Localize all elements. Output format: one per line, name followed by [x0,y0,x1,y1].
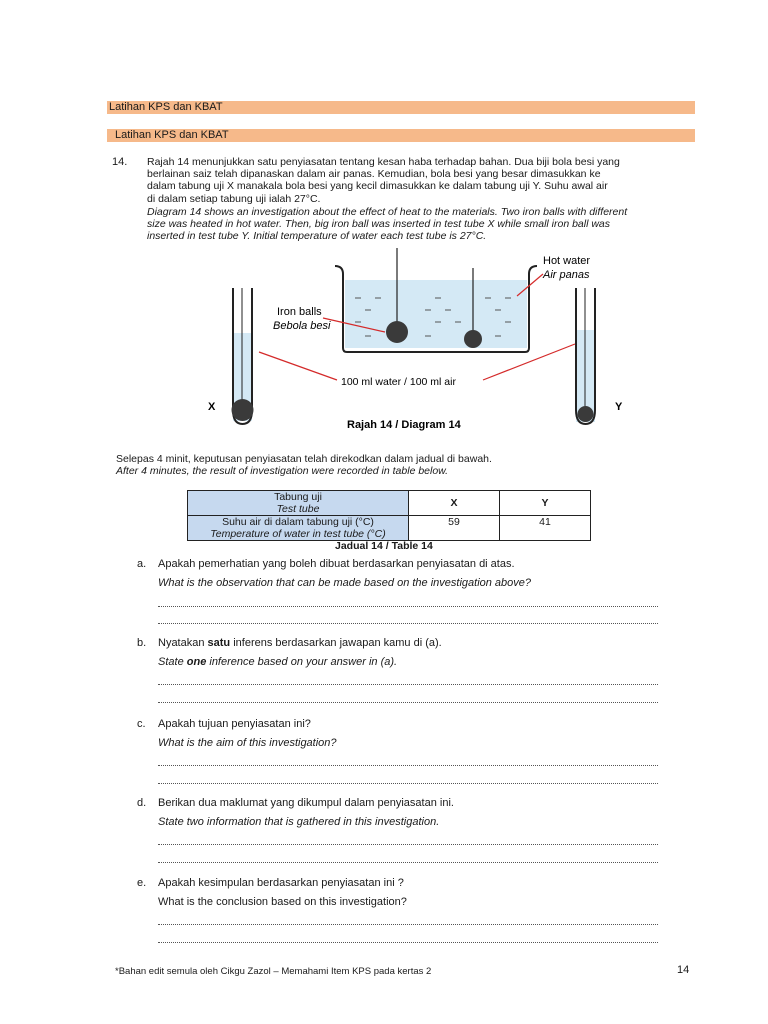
table-row2-bm: Suhu air di dalam tabung uji (°C) [222,516,374,528]
header-band [107,101,695,114]
table-col-y: Y [500,491,591,516]
table-row2-en: Temperature of water in test tube (°C) [210,528,386,540]
subq-b-en [158,656,397,668]
question-bm-line: dalam tabung uji X manakala bola besi yang kecil dimasukkan ke dalam tabung uji Y. Suhu awal air [147,180,608,193]
results-table [187,490,591,541]
table-row [188,516,591,541]
result-intro-bm: Selepas 4 minit, keputusan penyiasatan telah direkodkan dalam jadual di bawah. [116,453,492,465]
question-en-line: inserted in test tube Y. Initial temperature of water each test tube is 27°C. [147,230,487,243]
answer-line[interactable] [158,755,658,766]
footer-credit: *Bahan edit semula oleh Cikgu Zazol – Memahami Item KPS pada kertas 2 [115,966,432,977]
subq-e-bm: Apakah kesimpulan berdasarkan penyiasatan ini ? [158,877,404,889]
subq-b-en-post: inference based on your answer in (a). [206,656,398,668]
answer-line[interactable] [158,914,658,925]
answer-line[interactable] [158,613,658,624]
question-text-en [147,206,695,243]
question-text-bm [147,156,695,205]
answer-line[interactable] [158,596,658,607]
subq-e-en: What is the conclusion based on this investigation? [158,896,407,908]
experiment-diagram [195,248,625,438]
question-bm-line: di dalam setiap tabung uji ialah 27°C. [147,192,321,205]
table-header-cell [188,491,409,516]
subq-c-bm: Apakah tujuan penyiasatan ini? [158,718,311,730]
subq-b-en-pre: State [158,656,187,668]
subq-d-letter: d. [137,797,147,809]
question-en-line: size was heated in hot water. Then, big iron ball was inserted in test tube X while small iron ball was [147,218,611,231]
subq-b-bm-post: inferens berdasarkan jawapan kamu di (a). [230,637,442,649]
section-band [107,129,695,142]
table-caption: Jadual 14 / Table 14 [335,540,433,552]
subq-b-bm [158,637,442,649]
hot-water-label-bm: Air panas [543,269,590,281]
subq-e-letter: e. [137,877,147,889]
table-col-x: X [409,491,500,516]
subq-d-en: State two information that is gathered in this investigation. [158,816,440,828]
answer-line[interactable] [158,932,658,943]
page-number: 14 [677,964,690,976]
big-iron-ball [386,321,408,343]
subq-b-letter: b. [137,637,147,649]
pointer-water-x [259,352,337,380]
subq-b-bm-bold: satu [207,637,231,649]
hot-water-label-en: Hot water [543,255,591,267]
table-value-y: 41 [500,516,591,541]
answer-line[interactable] [158,773,658,784]
answer-line[interactable] [158,852,658,863]
hot-water [345,280,527,348]
water-volume-label: 100 ml water / 100 ml air [341,376,456,388]
subq-b-en-bold: one [186,656,207,668]
table-header-cell [188,516,409,541]
subq-a-en: What is the observation that can be made based on the investigation above? [158,577,532,589]
subq-a-bm: Apakah pemerhatian yang boleh dibuat berdasarkan penyiasatan di atas. [158,558,515,570]
table-row [188,491,591,516]
table-row1-bm: Tabung uji [274,491,322,503]
iron-balls-label-bm: Bebola besi [273,320,331,332]
diagram-caption: Rajah 14 / Diagram 14 [347,419,461,431]
tube-x-ball [232,399,254,421]
tube-x-label: X [208,401,216,413]
table-value-x: 59 [409,516,500,541]
section-band-title: Latihan KPS dan KBAT [115,129,229,141]
question-bm-line: Rajah 14 menunjukkan satu penyiasatan tentang kesan haba terhadap bahan. Dua biji bola besi yang [147,156,620,168]
subq-c-en: What is the aim of this investigation? [158,737,337,749]
question-bm-line: berlainan saiz telah dipanaskan dalam air panas. Kemudian, bola besi yang besar dimasukkan ke [147,168,601,181]
table-row1-en: Test tube [276,503,320,515]
answer-line[interactable] [158,692,658,703]
answer-line[interactable] [158,834,658,845]
tube-y-ball [578,406,594,422]
question-number: 14. [112,156,128,168]
header-band-title: Latihan KPS dan KBAT [109,101,223,113]
subq-d-bm: Berikan dua maklumat yang dikumpul dalam penyiasatan ini. [158,797,454,809]
question-en-line: Diagram 14 shows an investigation about the effect of heat to the materials. Two iron balls with different [147,206,628,218]
subq-a-letter: a. [137,558,147,570]
tube-y-label: Y [615,401,623,413]
subq-c-letter: c. [137,718,146,730]
answer-line[interactable] [158,674,658,685]
small-iron-ball [464,330,482,348]
iron-balls-label-en: Iron balls [277,306,322,318]
subq-b-bm-pre: Nyatakan [158,637,208,649]
result-intro-en: After 4 minutes, the result of investigation were recorded in table below. [116,465,449,477]
